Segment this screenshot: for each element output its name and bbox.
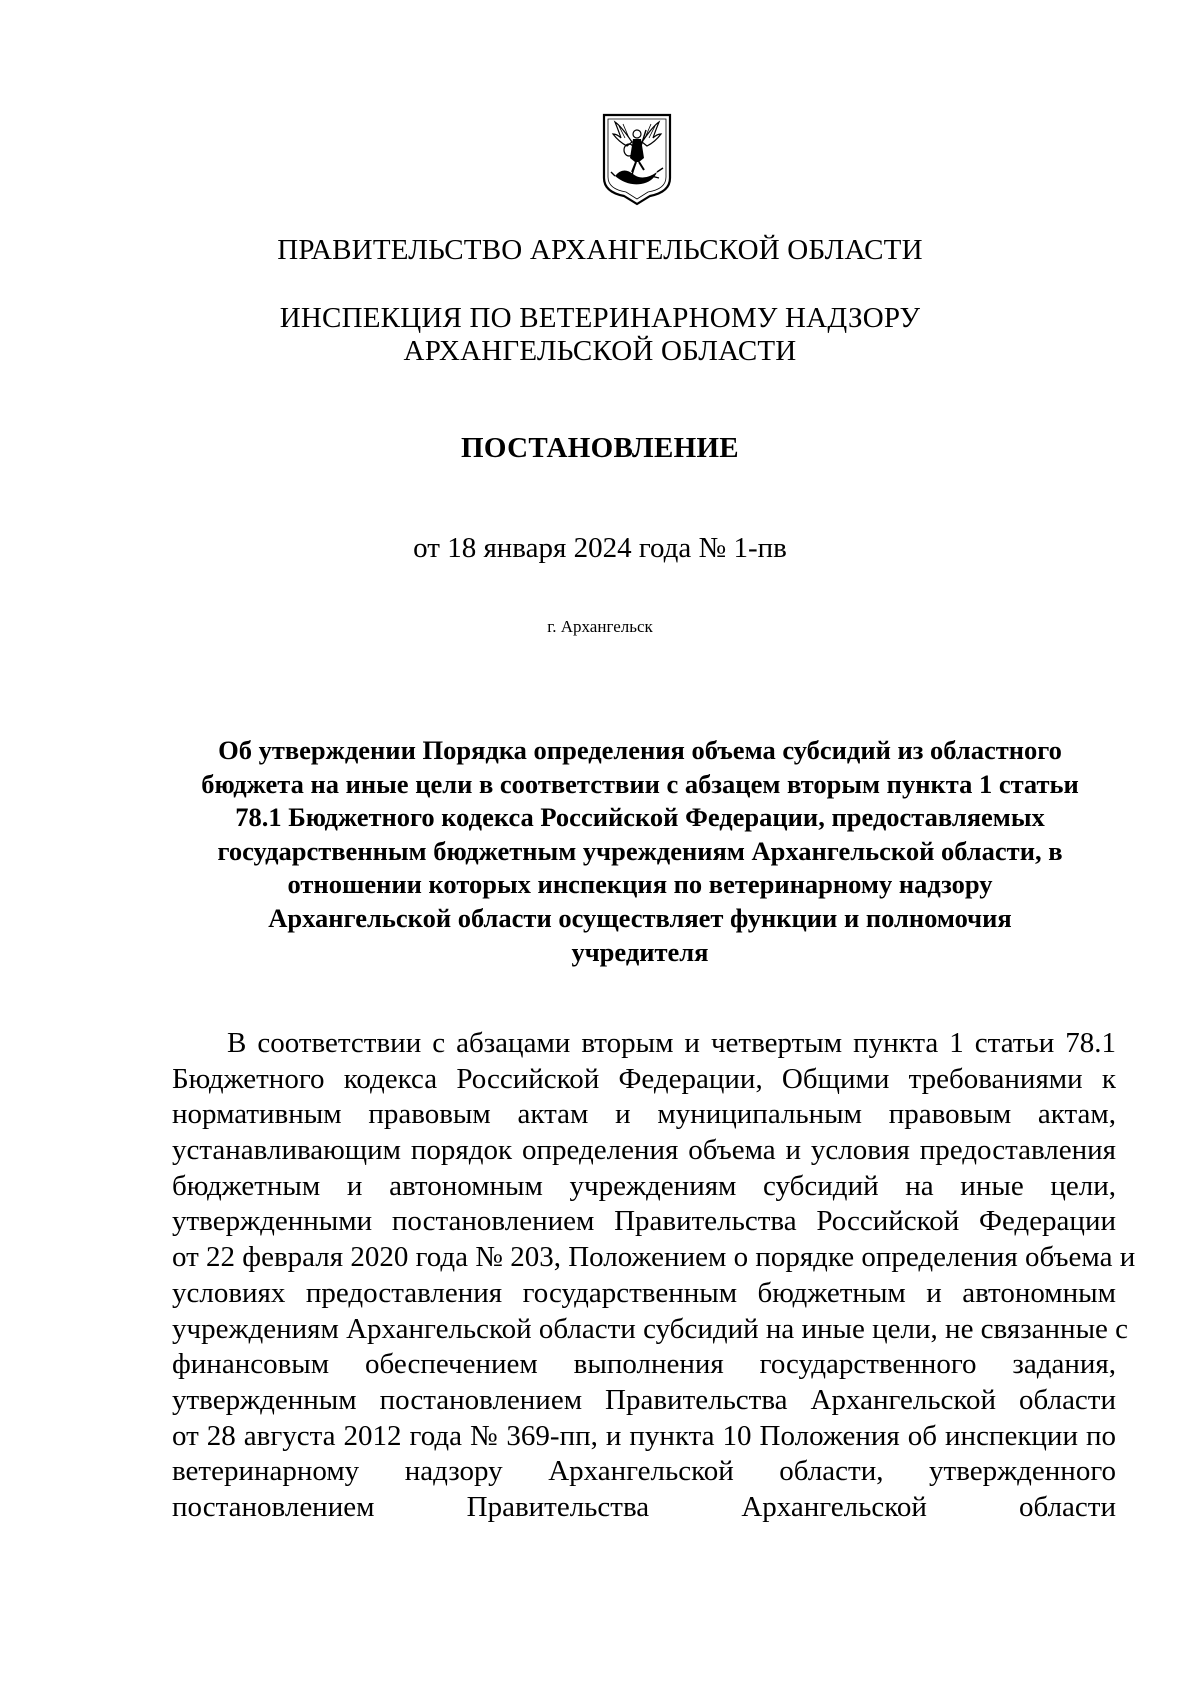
body-line: учреждениям Архангельской области субсидий на иные цели, не связанные с xyxy=(172,1312,1129,1345)
body-line: утвержденными постановлением Правительства Российской Федерации xyxy=(172,1205,1116,1238)
inspection-name-line-2: АРХАНГЕЛЬСКОЙ ОБЛАСТИ xyxy=(403,335,797,367)
title-line: бюджета на иные цели в соответствии с абзацем вторым пункта 1 статьи xyxy=(201,768,1079,799)
title-line: Архангельской области осуществляет функции и полномочия xyxy=(268,902,1012,933)
title-line: Об утверждении Порядка определения объема субсидий из областного xyxy=(218,735,1062,765)
body-line: нормативным правовым актам и муниципальным правовым актам, xyxy=(172,1098,1116,1131)
title-line: государственным бюджетным учреждениям Архангельской области, в xyxy=(217,835,1063,866)
government-name: ПРАВИТЕЛЬСТВО АРХАНГЕЛЬСКОЙ ОБЛАСТИ xyxy=(277,234,923,266)
document-title xyxy=(160,734,1120,969)
document-date-number: от 18 января 2024 года № 1-пв xyxy=(413,532,787,564)
inspection-name-line-1: ИНСПЕКЦИЯ ПО ВЕТЕРИНАРНОМУ НАДЗОРУ xyxy=(279,302,921,334)
body-line: постановлением Правительства Архангельской области xyxy=(172,1490,1116,1523)
body-line: ветеринарному надзору Архангельской области, утвержденного xyxy=(172,1455,1116,1488)
body-line: утвержденным постановлением Правительства Архангельской области xyxy=(172,1383,1116,1416)
body-line: от 22 февраля 2020 года № 203, Положением о порядке определения объема и xyxy=(172,1241,1136,1274)
document-type: ПОСТАНОВЛЕНИЕ xyxy=(461,432,739,464)
body-line: бюджетным и автономным учреждениям субсидий на иные цели, xyxy=(172,1169,1116,1202)
archangel-coat-of-arms-icon xyxy=(601,112,673,206)
body-paragraph xyxy=(172,1026,1136,1526)
body-line: устанавливающим порядок определения объема и условия предоставления xyxy=(172,1134,1116,1167)
body-line: финансовым обеспечением выполнения государственного задания, xyxy=(172,1348,1116,1381)
body-line: В соответствии с абзацами вторым и четвертым пункта 1 статьи 78.1 xyxy=(227,1027,1116,1059)
title-line: 78.1 Бюджетного кодекса Российской Федерации, предоставляемых xyxy=(235,802,1045,833)
body-line: условиях предоставления государственным бюджетным и автономным xyxy=(172,1276,1116,1309)
body-line: от 28 августа 2012 года № 369-пп, и пункта 10 Положения об инспекции по xyxy=(172,1419,1116,1452)
title-line: учредителя xyxy=(571,936,709,967)
title-line: отношении которых инспекция по ветеринарному надзору xyxy=(287,869,993,900)
body-line: Бюджетного кодекса Российской Федерации, Общими требованиями к xyxy=(172,1062,1116,1095)
document-city: г. Архангельск xyxy=(547,617,653,636)
